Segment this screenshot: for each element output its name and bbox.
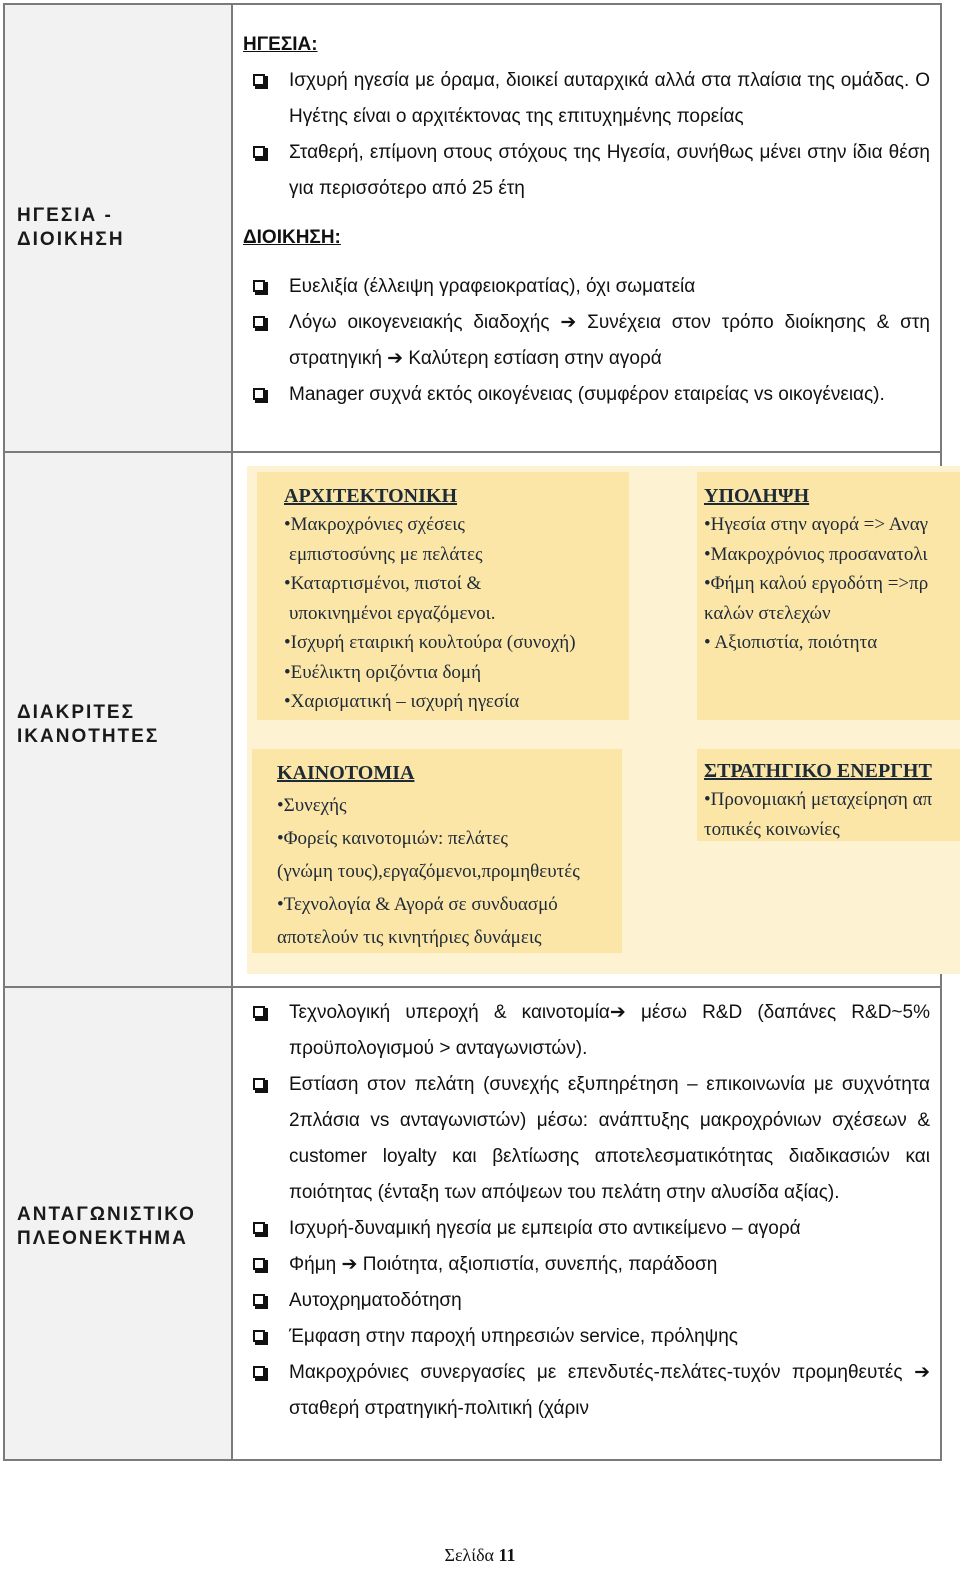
- box-title: ΣΤΡΑΤΗΓΙΚΟ ΕΝΕΡΓΗΤ: [704, 760, 932, 782]
- list-item: Σταθερή, επίμονη στους στόχους της Ηγεσία, συνήθως μένει στην ίδια θέση για περισσότερο από 25 έτη: [243, 135, 930, 207]
- row-advantage: [5, 988, 940, 1459]
- list-item: Αυτοχρηματοδότηση: [243, 1283, 930, 1319]
- box-title: ΚΑΙΝΟΤΟΜΙΑ: [277, 762, 415, 784]
- list-item: Ισχυρή ηγεσία με όραμα, διοικεί αυταρχικά αλλά στα πλαίσια της ομάδας. Ο Ηγέτης είναι ο αρχιτέκτονας της επιτυχημένης πορείας: [243, 63, 930, 135]
- label-text: ΔΙΑΚΡΙΤΕΣ ΙΚΑΝΟΤΗΤΕΣ: [17, 701, 160, 747]
- arrow-right-icon: ➔: [914, 1362, 930, 1383]
- list-leadership: [243, 63, 930, 207]
- checkbox-icon: [253, 316, 265, 328]
- checkbox-icon: [253, 388, 265, 400]
- row-content-leadership: [233, 5, 940, 451]
- list-item: Ισχυρή-δυναμική ηγεσία με εμπειρία στο αντικείμενο – αγορά: [243, 1211, 930, 1247]
- page-footer: [0, 1545, 960, 1566]
- list-item: Εστίαση στον πελάτη (συνεχής εξυπηρέτηση – επικοινωνία με συχνότητα 2πλάσια vs ανταγωνιστών) μέσω: ανάπτυξης μακροχρόνιων σχέσεων & customer loyalty και βελτίωσης αποτελεσματικότητας διαδικασιών και ποιότητας (ένταξη των απόψεων του πελάτη στην αλυσίδα αξίας).: [243, 1067, 930, 1211]
- checkbox-icon: [253, 1366, 265, 1378]
- capabilities-figure: [247, 466, 960, 974]
- label-text: ΑΝΤΑΓΩΝΙΣΤΙΚΟ ΠΛΕΟΝΕΚΤΗΜΑ: [17, 1203, 196, 1249]
- heading-management: ΔΙΟΙΚΗΣΗ:: [243, 227, 341, 248]
- box-architecture: ΑΡΧΙΤΕΚΤΟΝΙΚΗ •Μακροχρόνιες σχέσεις εμπιστοσύνης με πελάτες •Καταρτισμένοι, πιστοί & υποκινημένοι εργαζόμενοι. •Ισχυρή εταιρική κουλτούρα (συνοχή) •Ευέλικτη οριζόντια δομή •Χαρισματική – ισχυρή ηγεσία: [257, 472, 629, 720]
- list-item: Φήμη ➔ Ποιότητα, αξιοπιστία, συνεπής, παράδοση: [243, 1247, 930, 1283]
- row-label-leadership: [5, 5, 233, 451]
- list-item: Έμφαση στην παροχή υπηρεσιών service, πρόληψης: [243, 1319, 930, 1355]
- arrow-right-icon: ➔: [387, 348, 404, 369]
- list-item: Μακροχρόνιες συνεργασίες με επενδυτές-πελάτες-τυχόν προμηθευτές ➔ σταθερή στρατηγική-πολιτική (χάριν: [243, 1355, 930, 1427]
- row-content-capabilities: [233, 453, 940, 986]
- checkbox-icon: [253, 74, 265, 86]
- arrow-right-icon: ➔: [560, 312, 577, 333]
- checkbox-icon: [253, 280, 265, 292]
- box-innovation: ΚΑΙΝΟΤΟΜΙΑ •Συνεχής •Φορείς καινοτομιών: πελάτες (γνώμη τους),εργαζόμενοι,προμηθευτές •Τεχνολογία & Αγορά σε συνδυασμό αποτελούν τις κινητήριες δυνάμεις: [252, 749, 622, 953]
- row-label-capabilities: [5, 453, 233, 986]
- checkbox-icon: [253, 1258, 265, 1270]
- checkbox-icon: [253, 146, 265, 158]
- box-reputation: ΥΠΟΛΗΨΗ •Ηγεσία στην αγορά => Αναγ •Μακροχρόνιος προσανατολι •Φήμη καλού εργοδότη =>πρ καλών στελεχών • Αξιοπιστία, ποιότητα: [697, 472, 960, 720]
- row-leadership: [5, 5, 940, 453]
- box-title: ΑΡΧΙΤΕΚΤΟΝΙΚΗ: [284, 485, 457, 507]
- box-title: ΥΠΟΛΗΨΗ: [704, 485, 810, 507]
- content-table: [3, 3, 942, 1461]
- list-advantage: [243, 995, 930, 1427]
- list-item: Ευελιξία (έλλειψη γραφειοκρατίας), όχι σωματεία: [243, 269, 930, 305]
- row-label-advantage: [5, 988, 233, 1459]
- row-capabilities: [5, 453, 940, 988]
- row-content-advantage: [233, 988, 940, 1459]
- page-number: 11: [498, 1545, 516, 1565]
- checkbox-icon: [253, 1222, 265, 1234]
- list-management: [243, 269, 930, 413]
- checkbox-icon: [253, 1330, 265, 1342]
- heading-leadership: ΗΓΕΣΙΑ:: [243, 34, 318, 55]
- list-item: Τεχνολογική υπεροχή & καινοτομία➔ μέσω R&D (δαπάνες R&D~5% προϋπολογισμού > ανταγωνιστών).: [243, 995, 930, 1067]
- list-item: Manager συχνά εκτός οικογένειας (συμφέρον εταιρείας vs οικογένειας).: [243, 377, 930, 413]
- box-strategic: ΣΤΡΑΤΗΓΙΚΟ ΕΝΕΡΓΗΤ •Προνομιακή μεταχείρηση απ τοπικές κοινωνίες: [697, 749, 960, 841]
- list-item: Λόγω οικογενειακής διαδοχής ➔ Συνέχεια στον τρόπο διοίκησης & στη στρατηγική ➔ Καλύτερη εστίαση στην αγορά: [243, 305, 930, 377]
- label-text: ΗΓΕΣΙΑ - ΔΙΟΙΚΗΣΗ: [17, 205, 125, 250]
- page-word: Σελίδα: [444, 1545, 494, 1565]
- arrow-right-icon: ➔: [341, 1254, 358, 1275]
- checkbox-icon: [253, 1294, 265, 1306]
- checkbox-icon: [253, 1006, 265, 1018]
- checkbox-icon: [253, 1078, 265, 1090]
- arrow-right-icon: ➔: [609, 1002, 626, 1023]
